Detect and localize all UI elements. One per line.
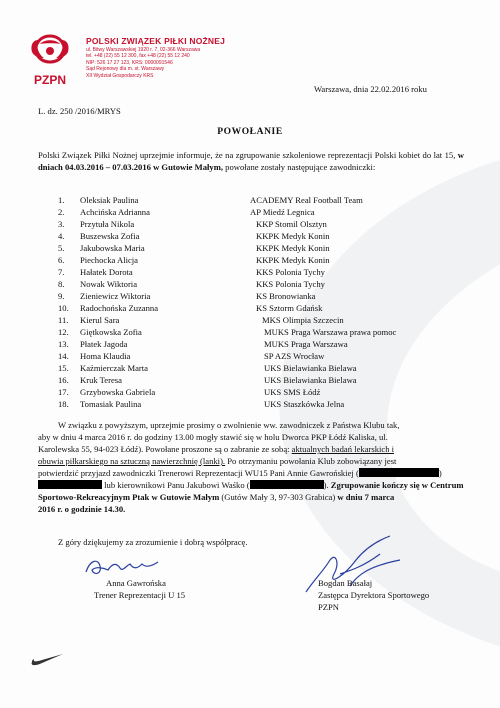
player-row xyxy=(0,327,500,339)
intro-text: Polski Związek Piłki Nożnej uprzejmie informuje, że na zgrupowanie szkoleniowe reprezentacji Polski kobiet do lat 15, xyxy=(38,150,458,160)
player-number: 2. xyxy=(58,207,65,217)
player-club: AP Miedź Legnica xyxy=(250,207,315,217)
player-number: 9. xyxy=(58,291,65,301)
player-number: 5. xyxy=(58,243,65,253)
date-line: Warszawa, dnia 22.02.2016 roku xyxy=(314,84,427,94)
redaction-box xyxy=(359,468,439,477)
body-line-3 xyxy=(38,444,394,455)
body-text: (Gutów Mały 3, 97-303 Grabica) xyxy=(219,492,338,502)
player-number: 8. xyxy=(58,279,65,289)
player-row xyxy=(0,207,500,219)
address-line: NIP: 526 17 27 123, KRS: 0000091546 xyxy=(86,59,173,66)
player-number: 1. xyxy=(58,195,65,205)
body-underlined: obuwia piłkarskiego na sztuczną nawierzchnię (lanki). xyxy=(38,456,226,466)
player-number: 12. xyxy=(58,327,69,337)
address-line: ul. Bitwy Warszawskiej 1920 r. 7, 02-366 Warszawa xyxy=(86,47,201,53)
player-number: 16. xyxy=(58,375,69,385)
player-number: 11. xyxy=(58,315,69,325)
address-line: tel. +48 (22) 55 12 300, fax +48 (22) 55 12 240 xyxy=(86,53,190,60)
player-name: Kaźmierczak Marta xyxy=(80,363,148,373)
player-number: 4. xyxy=(58,231,65,241)
player-club: UKS SMS Łódź xyxy=(264,387,321,397)
address-line: Sąd Rejonowy dla m. st. Warszawy xyxy=(86,66,165,73)
player-name: Zieniewicz Wiktoria xyxy=(80,291,151,301)
player-number: 6. xyxy=(58,255,65,265)
right-signatory-name: Bogdan Basałaj xyxy=(318,578,373,588)
closing-line: Z góry dziękujemy za zrozumienie i dobrą współpracę. xyxy=(58,537,248,547)
player-club: KS Bronowianka xyxy=(256,291,316,301)
player-name: Przytuła Nikola xyxy=(80,219,135,229)
player-row xyxy=(0,339,500,351)
player-row xyxy=(0,255,500,267)
body-text: ). xyxy=(323,480,329,490)
player-number: 15. xyxy=(58,363,69,373)
player-club: KKPK Medyk Konin xyxy=(256,231,330,241)
body-text: lub kierownikowi Panu Jakubowi Waśko ( xyxy=(104,480,250,490)
player-club: MKS Olimpia Szczecin xyxy=(262,315,344,325)
player-club: KKS Polonia Tychy xyxy=(256,267,325,277)
player-number: 13. xyxy=(58,339,69,349)
player-row xyxy=(0,243,500,255)
pzpn-logo xyxy=(26,32,74,92)
logo-text: PZPN xyxy=(33,73,67,87)
body-text: ) xyxy=(438,468,442,478)
right-signatory-org: PZPN xyxy=(318,602,340,612)
player-row xyxy=(0,303,500,315)
player-name: Buszewska Zofia xyxy=(80,231,140,241)
body-text: Karolewska 55, 94-023 Łódź). Powołane proszone są o zabranie ze sobą: xyxy=(38,444,292,454)
intro-paragraph xyxy=(38,150,464,173)
player-club: KKPK Medyk Konin xyxy=(256,243,330,253)
player-row xyxy=(0,399,500,411)
document-title: POWOŁANIE xyxy=(217,127,283,137)
org-name: POLSKI ZWIĄZEK PIŁKI NOŻNEJ xyxy=(86,36,226,46)
player-row xyxy=(0,363,500,375)
body-bold: 2016 r. o godzinie 14.30. xyxy=(38,504,126,514)
address-line: XII Wydział Gospodarczy KRS xyxy=(86,72,154,79)
player-club: SP AZS Wrocław xyxy=(264,351,325,361)
player-name: Piechocka Alicja xyxy=(80,255,138,265)
player-name: Kierul Sara xyxy=(80,315,120,325)
body-line-7 xyxy=(38,492,394,503)
player-number: 17. xyxy=(58,387,69,397)
body-text: potwierdzić przyjazd zawodniczki Trenerowi Reprezentacji WU15 Pani Annie Gawrońskiej ( xyxy=(38,468,359,478)
nike-swoosh-icon xyxy=(30,652,64,666)
player-row xyxy=(0,279,500,291)
player-club: KKS Polonia Tychy xyxy=(256,279,325,289)
body-text: Po otrzymaniu powołania Klub zobowiązany jest xyxy=(225,456,397,466)
player-number: 18. xyxy=(58,399,69,409)
player-club: KKPK Medyk Konin xyxy=(256,255,330,265)
player-number: 7. xyxy=(58,267,65,277)
player-number: 10. xyxy=(58,303,69,313)
intro-text-end: powołane zostały następujące zawodniczki: xyxy=(223,161,376,172)
player-club: MUKS Praga Warszawa prawa pomoc xyxy=(264,327,397,337)
player-name: Grzybowska Gabriela xyxy=(80,387,156,397)
intro-dates: w dniach 04.03.2016 – 07.03.2016 w Gutowie Małym, xyxy=(38,150,464,172)
player-number: 3. xyxy=(58,219,65,229)
body-bold: Sportowo-Rekreacyjnym Ptak w Gutowie Małym xyxy=(38,492,220,502)
player-club: UKS Bielawianka Bielawa xyxy=(264,363,357,373)
player-name: Oleksiak Paulina xyxy=(80,195,139,205)
player-name: Radochońska Zuzanna xyxy=(80,303,159,313)
player-club: KS Sztorm Gdańsk xyxy=(256,303,323,313)
player-row xyxy=(0,351,500,363)
body-line-5 xyxy=(38,468,442,479)
left-signatory-name: Anna Gawrońska xyxy=(106,578,166,588)
player-club: KKP Stomil Olsztyn xyxy=(256,219,327,229)
letterhead xyxy=(86,36,225,79)
redaction-box xyxy=(38,480,102,489)
player-name: Homa Klaudia xyxy=(80,351,131,361)
player-name: Tomasiak Paulina xyxy=(80,399,142,409)
player-name: Jakubowska Maria xyxy=(80,243,145,253)
player-club: MUKS Praga Warszawa xyxy=(264,339,348,349)
player-name: Płatek Jagoda xyxy=(80,339,128,349)
player-number: 14. xyxy=(58,351,69,361)
left-signatory-role: Trener Reprezentacji U 15 xyxy=(94,590,186,600)
reference-number: L. dz. 250 /2016/MRYS xyxy=(38,106,121,116)
body-line-6 xyxy=(38,480,464,491)
player-name: Achcińska Adrianna xyxy=(80,207,150,217)
body-line-4 xyxy=(38,456,396,467)
player-row xyxy=(0,291,500,303)
body-bold: Zgrupowanie kończy się w Centrum xyxy=(328,480,464,490)
player-row xyxy=(0,219,500,231)
player-row xyxy=(0,231,500,243)
body-line-8 xyxy=(38,504,125,515)
player-row xyxy=(0,375,500,387)
player-row xyxy=(0,387,500,399)
player-name: Giętkowska Zofia xyxy=(80,327,142,337)
player-name: Kruk Teresa xyxy=(80,375,122,385)
player-club: ACADEMY Real Football Team xyxy=(250,195,363,205)
player-name: Nowak Wiktoria xyxy=(80,279,138,289)
body-line-2: aby w dniu 4 marca 2016 r. do godziny 13.00 mogły stawić się w holu Dworca PKP Łódź Kaliska, ul. xyxy=(38,432,388,442)
player-club: UKS Bielawianka Bielawa xyxy=(264,375,357,385)
body-bold: w dniu 7 marca xyxy=(337,492,395,502)
player-club: UKS Staszkówka Jelna xyxy=(264,399,345,409)
player-row xyxy=(0,267,500,279)
player-row xyxy=(0,195,500,207)
body-line-1: W związku z powyższym, uprzejmie prosimy o zwolnienie ww. zawodniczek z Państwa Klubu tak, xyxy=(58,420,400,430)
body-underlined: aktualnych badań lekarskich i xyxy=(291,444,395,454)
redaction-box xyxy=(250,480,324,489)
player-name: Hałatek Dorota xyxy=(80,267,133,277)
right-signatory-role: Zastępca Dyrektora Sportowego xyxy=(318,590,430,600)
player-row xyxy=(0,315,500,327)
